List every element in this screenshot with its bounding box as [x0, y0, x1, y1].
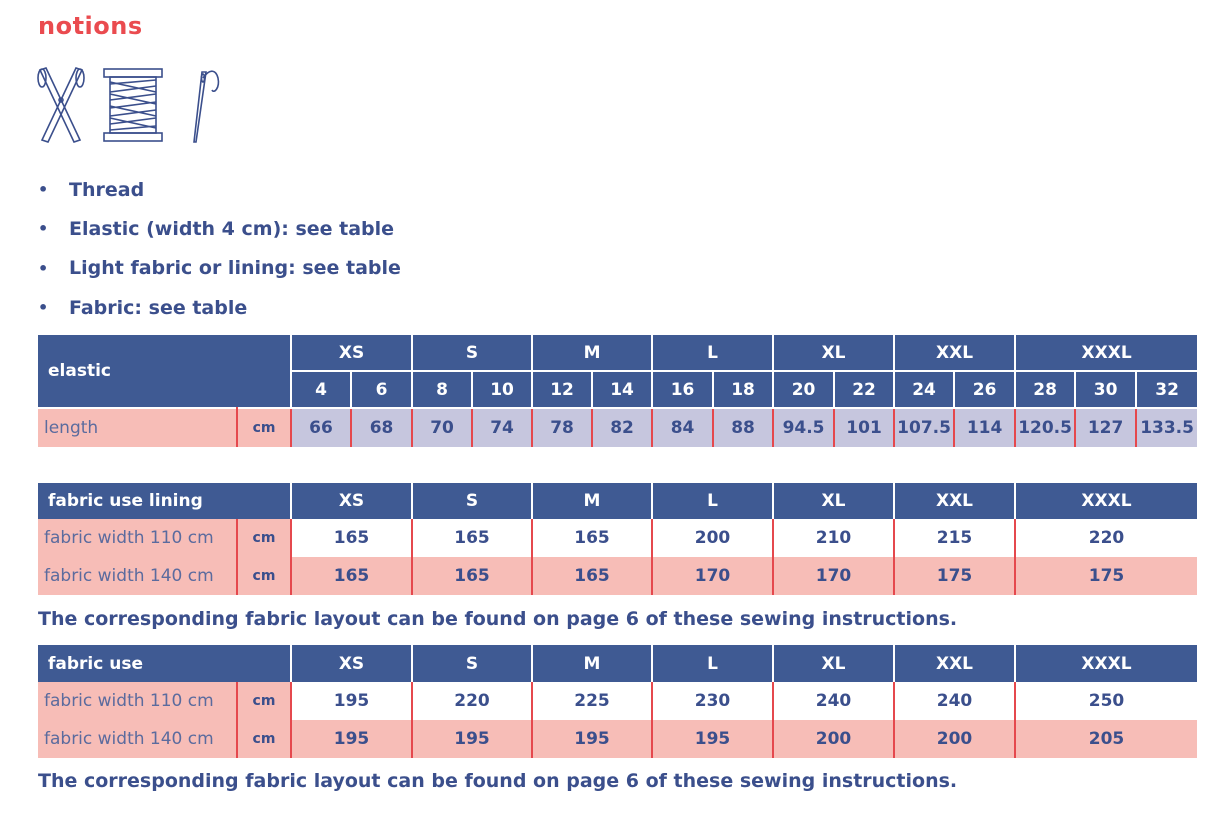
scissors-icon — [38, 68, 84, 142]
fabric-table — [38, 645, 1197, 758]
table-cell: 94.5 — [773, 408, 834, 447]
row-label: length — [38, 408, 237, 447]
size-header: XL — [773, 645, 894, 682]
table-cell: 170 — [652, 557, 773, 595]
size-number: 30 — [1075, 371, 1136, 408]
table-cell: 165 — [412, 519, 532, 557]
unit-label: cm — [237, 720, 291, 758]
table-cell: 240 — [773, 682, 894, 720]
row-label: fabric width 110 cm — [38, 682, 237, 720]
size-header: XXXL — [1015, 483, 1197, 519]
table-cell: 220 — [1015, 519, 1197, 557]
table-cell: 200 — [894, 720, 1015, 758]
table-cell: 68 — [351, 408, 412, 447]
size-header: XXXL — [1015, 645, 1197, 682]
size-header: S — [412, 645, 532, 682]
size-number: 12 — [532, 371, 592, 408]
table-cell: 133.5 — [1136, 408, 1197, 447]
table-cell: 220 — [412, 682, 532, 720]
table-cell: 250 — [1015, 682, 1197, 720]
list-item: • Light fabric or lining: see table — [38, 257, 401, 280]
elastic-table-label: elastic — [38, 335, 291, 408]
size-number: 22 — [834, 371, 894, 408]
table-cell: 165 — [532, 557, 652, 595]
size-header: XXL — [894, 483, 1015, 519]
list-item: • Elastic (width 4 cm): see table — [38, 217, 395, 240]
table-cell: 195 — [291, 720, 412, 758]
size-header: XS — [291, 335, 412, 371]
size-header: XXXL — [1015, 335, 1197, 371]
size-number: 8 — [412, 371, 472, 408]
size-header: XXL — [894, 335, 1015, 371]
list-item: • Thread — [38, 178, 145, 201]
list-item: • Fabric: see table — [38, 296, 248, 319]
table-cell: 165 — [291, 557, 412, 595]
page-title: notions — [38, 12, 143, 40]
size-header: XL — [773, 335, 894, 371]
notions-icons — [36, 64, 236, 146]
size-number: 26 — [954, 371, 1015, 408]
size-number: 10 — [472, 371, 532, 408]
size-header: XL — [773, 483, 894, 519]
table-cell: 165 — [412, 557, 532, 595]
table-cell: 74 — [472, 408, 532, 447]
table-cell: 210 — [773, 519, 894, 557]
size-number: 24 — [894, 371, 954, 408]
size-number: 14 — [592, 371, 652, 408]
table-cell: 107.5 — [894, 408, 954, 447]
size-number: 16 — [652, 371, 713, 408]
size-number: 18 — [713, 371, 773, 408]
size-number: 20 — [773, 371, 834, 408]
size-header: M — [532, 335, 652, 371]
table-cell: 225 — [532, 682, 652, 720]
table-cell: 101 — [834, 408, 894, 447]
fabric-layout-note: The corresponding fabric layout can be found on page 6 of these sewing instructions. — [38, 770, 958, 792]
table-cell: 175 — [1015, 557, 1197, 595]
table-cell: 78 — [532, 408, 592, 447]
lining-layout-note: The corresponding fabric layout can be found on page 6 of these sewing instructions. — [38, 608, 958, 630]
table-cell: 240 — [894, 682, 1015, 720]
table-cell: 195 — [652, 720, 773, 758]
size-header: M — [532, 483, 652, 519]
unit-label: cm — [237, 519, 291, 557]
table-cell: 127 — [1075, 408, 1136, 447]
unit-label: cm — [237, 557, 291, 595]
size-number: 4 — [291, 371, 351, 408]
table-cell: 195 — [532, 720, 652, 758]
size-header: XXL — [894, 645, 1015, 682]
table-cell: 195 — [412, 720, 532, 758]
lining-table — [38, 483, 1197, 595]
elastic-table — [38, 335, 1197, 447]
table-cell: 175 — [894, 557, 1015, 595]
size-header: L — [652, 335, 773, 371]
size-header: XS — [291, 645, 412, 682]
table-cell: 200 — [773, 720, 894, 758]
size-number: 6 — [351, 371, 412, 408]
size-header: S — [412, 335, 532, 371]
notions-list — [38, 170, 401, 327]
table-cell: 165 — [291, 519, 412, 557]
table-cell: 84 — [652, 408, 713, 447]
table-cell: 200 — [652, 519, 773, 557]
row-label: fabric width 110 cm — [38, 519, 237, 557]
size-header: XS — [291, 483, 412, 519]
fabric-table-label: fabric use — [38, 645, 291, 682]
table-cell: 70 — [412, 408, 472, 447]
table-cell: 66 — [291, 408, 351, 447]
needle-icon — [194, 71, 218, 142]
size-number: 28 — [1015, 371, 1075, 408]
size-header: L — [652, 483, 773, 519]
table-cell: 205 — [1015, 720, 1197, 758]
size-header: M — [532, 645, 652, 682]
table-cell: 170 — [773, 557, 894, 595]
lining-table-label: fabric use lining — [38, 483, 291, 519]
size-header: L — [652, 645, 773, 682]
thread-spool-icon — [104, 69, 162, 141]
table-cell: 82 — [592, 408, 652, 447]
table-cell: 114 — [954, 408, 1015, 447]
size-number: 32 — [1136, 371, 1197, 408]
row-label: fabric width 140 cm — [38, 557, 237, 595]
table-cell: 165 — [532, 519, 652, 557]
unit-label: cm — [237, 682, 291, 720]
table-cell: 215 — [894, 519, 1015, 557]
table-cell: 88 — [713, 408, 773, 447]
row-label: fabric width 140 cm — [38, 720, 237, 758]
table-cell: 230 — [652, 682, 773, 720]
table-cell: 195 — [291, 682, 412, 720]
unit-label: cm — [237, 408, 291, 447]
table-cell: 120.5 — [1015, 408, 1075, 447]
size-header: S — [412, 483, 532, 519]
